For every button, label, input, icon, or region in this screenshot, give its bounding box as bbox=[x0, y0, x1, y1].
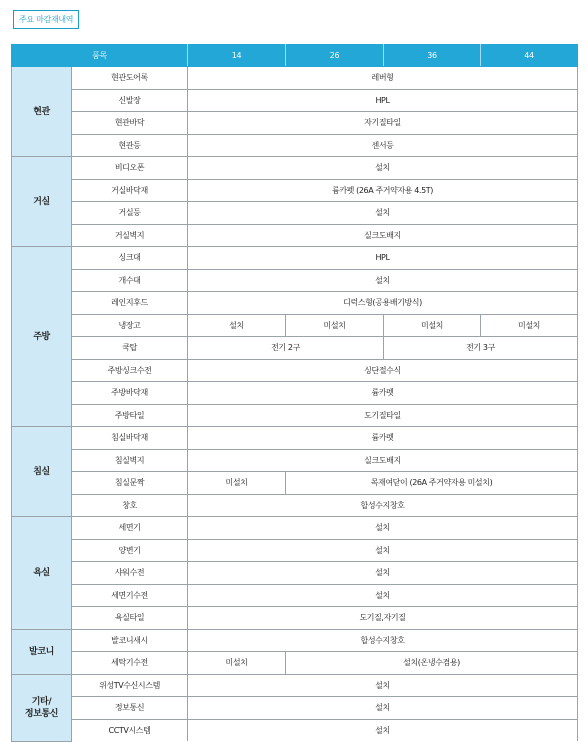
header-type-14: 14 bbox=[188, 45, 286, 67]
table-row bbox=[12, 202, 578, 225]
table-row bbox=[12, 179, 578, 202]
item-name: 냉장고 bbox=[72, 314, 188, 337]
item-name: 욕실타일 bbox=[72, 607, 188, 630]
item-name: 창호 bbox=[72, 494, 188, 517]
item-name: 세면기 bbox=[72, 517, 188, 540]
table-header-row bbox=[12, 45, 578, 67]
table-row bbox=[12, 224, 578, 247]
group-label: 발코니 bbox=[12, 629, 72, 674]
spec-value: 설치 bbox=[188, 697, 578, 720]
table-row bbox=[12, 697, 578, 720]
spec-value: 설치(온냉수겸용) bbox=[286, 652, 578, 675]
spec-value: 미설치 bbox=[384, 314, 481, 337]
table-row bbox=[12, 247, 578, 270]
spec-value: 도기질,자기질 bbox=[188, 607, 578, 630]
item-name: 세면기수전 bbox=[72, 584, 188, 607]
header-type-44: 44 bbox=[481, 45, 578, 67]
table-row bbox=[12, 584, 578, 607]
spec-value: 실크도배지 bbox=[188, 449, 578, 472]
spec-value: 자기질타일 bbox=[188, 112, 578, 135]
spec-value: 디럭스형(공용배기방식) bbox=[188, 292, 578, 315]
spec-value: 륨카펫 bbox=[188, 427, 578, 450]
header-type-36: 36 bbox=[384, 45, 481, 67]
spec-value: 설치 bbox=[188, 314, 286, 337]
header-item: 품목 bbox=[12, 45, 188, 67]
spec-value: 목재여닫이 (26A 주거약자용 미설치) bbox=[286, 472, 578, 495]
spec-value: 설치 bbox=[188, 157, 578, 180]
table-row bbox=[12, 494, 578, 517]
table-row bbox=[12, 539, 578, 562]
spec-value: HPL bbox=[188, 247, 578, 270]
table-row bbox=[12, 134, 578, 157]
section-tag: 주요 마감재내역 bbox=[13, 10, 79, 29]
spec-value: 합성수지창호 bbox=[188, 629, 578, 652]
spec-value: 미설치 bbox=[188, 652, 286, 675]
spec-value: 싱단절수식 bbox=[188, 359, 578, 382]
item-name: 세탁기수전 bbox=[72, 652, 188, 675]
group-label: 기타/ 정보통신 bbox=[12, 674, 72, 741]
item-name: 샤워수전 bbox=[72, 562, 188, 585]
finish-materials-table bbox=[11, 44, 578, 742]
group-label: 침실 bbox=[12, 427, 72, 517]
table-row bbox=[12, 359, 578, 382]
spec-value: 전기 2구 bbox=[188, 337, 384, 360]
group-label: 욕실 bbox=[12, 517, 72, 630]
item-name: 침실바닥재 bbox=[72, 427, 188, 450]
spec-value: 설치 bbox=[188, 719, 578, 741]
table-row bbox=[12, 382, 578, 405]
spec-value: 설치 bbox=[188, 539, 578, 562]
header-type-26: 26 bbox=[286, 45, 384, 67]
table-row bbox=[12, 427, 578, 450]
table-row bbox=[12, 472, 578, 495]
spec-value: 센서등 bbox=[188, 134, 578, 157]
table-row bbox=[12, 157, 578, 180]
item-name: CCTV시스템 bbox=[72, 719, 188, 741]
spec-value: 미설치 bbox=[188, 472, 286, 495]
table-row bbox=[12, 67, 578, 90]
item-name: 싱크대 bbox=[72, 247, 188, 270]
spec-value: 미설치 bbox=[481, 314, 578, 337]
table-row bbox=[12, 314, 578, 337]
item-name: 거실등 bbox=[72, 202, 188, 225]
table-row bbox=[12, 292, 578, 315]
spec-value: 설치 bbox=[188, 269, 578, 292]
table-row bbox=[12, 337, 578, 360]
item-name: 레인지후드 bbox=[72, 292, 188, 315]
spec-value: 설치 bbox=[188, 584, 578, 607]
spec-value: HPL bbox=[188, 89, 578, 112]
item-name: 위성TV수신시스템 bbox=[72, 674, 188, 697]
item-name: 거실벽지 bbox=[72, 224, 188, 247]
table-body bbox=[12, 67, 578, 742]
item-name: 침실문짝 bbox=[72, 472, 188, 495]
spec-value: 전기 3구 bbox=[384, 337, 578, 360]
item-name: 거실바닥재 bbox=[72, 179, 188, 202]
item-name: 신발장 bbox=[72, 89, 188, 112]
table-row bbox=[12, 607, 578, 630]
item-name: 발코니새시 bbox=[72, 629, 188, 652]
table-row bbox=[12, 449, 578, 472]
spec-value: 설치 bbox=[188, 562, 578, 585]
item-name: 침실벽지 bbox=[72, 449, 188, 472]
table-row bbox=[12, 719, 578, 741]
item-name: 현관바닥 bbox=[72, 112, 188, 135]
item-name: 개수대 bbox=[72, 269, 188, 292]
item-name: 비디오폰 bbox=[72, 157, 188, 180]
spec-value: 실크도배지 bbox=[188, 224, 578, 247]
spec-value: 륨카펫 (26A 주거약자용 4.5T) bbox=[188, 179, 578, 202]
table-row bbox=[12, 652, 578, 675]
table-row bbox=[12, 674, 578, 697]
table-row bbox=[12, 629, 578, 652]
item-name: 현관도어록 bbox=[72, 67, 188, 90]
spec-value: 설치 bbox=[188, 517, 578, 540]
item-name: 쿡탑 bbox=[72, 337, 188, 360]
spec-value: 도기질타일 bbox=[188, 404, 578, 427]
table-row bbox=[12, 517, 578, 540]
table-row bbox=[12, 112, 578, 135]
table-row bbox=[12, 562, 578, 585]
item-name: 정보통신 bbox=[72, 697, 188, 720]
spec-value: 합성수지창호 bbox=[188, 494, 578, 517]
group-label: 거실 bbox=[12, 157, 72, 247]
table-row bbox=[12, 269, 578, 292]
spec-value: 레버형 bbox=[188, 67, 578, 90]
item-name: 양변기 bbox=[72, 539, 188, 562]
spec-value: 설치 bbox=[188, 202, 578, 225]
item-name: 주방싱크수전 bbox=[72, 359, 188, 382]
item-name: 주방바닥재 bbox=[72, 382, 188, 405]
group-label: 현관 bbox=[12, 67, 72, 157]
item-name: 현관등 bbox=[72, 134, 188, 157]
table-row bbox=[12, 89, 578, 112]
spec-value: 륨카펫 bbox=[188, 382, 578, 405]
table-row bbox=[12, 404, 578, 427]
spec-value: 설치 bbox=[188, 674, 578, 697]
group-label: 주방 bbox=[12, 247, 72, 427]
item-name: 주방타일 bbox=[72, 404, 188, 427]
spec-value: 미설치 bbox=[286, 314, 384, 337]
